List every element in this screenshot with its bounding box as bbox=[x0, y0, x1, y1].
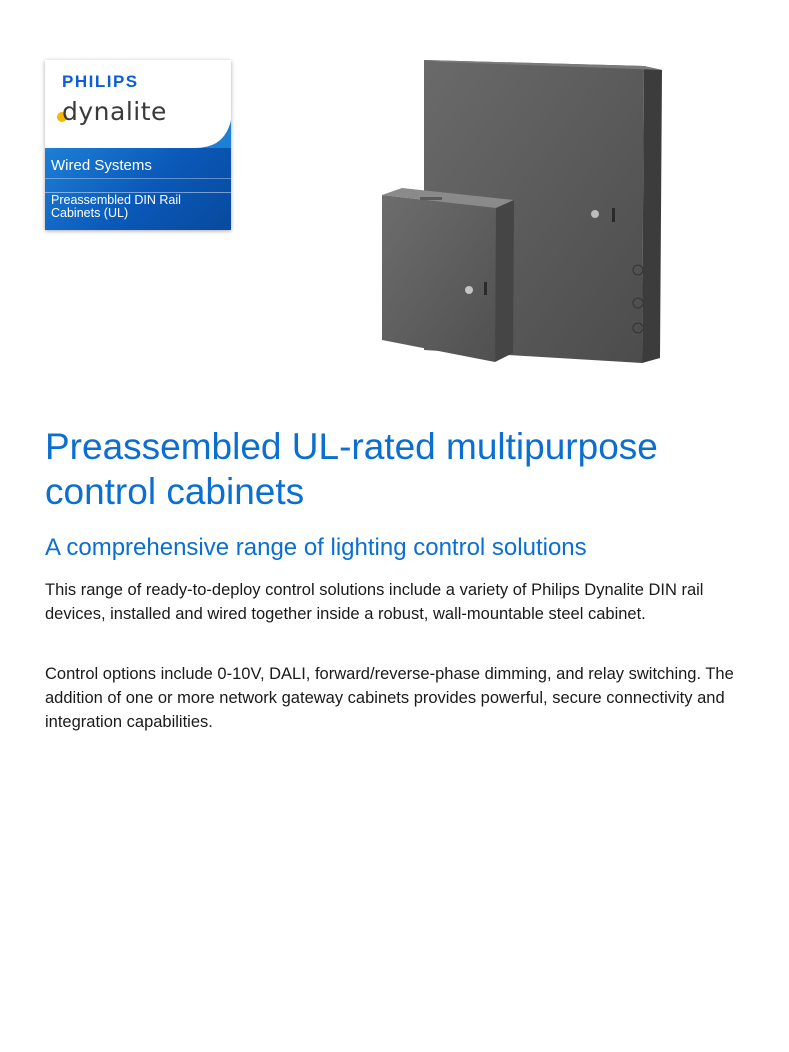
dynalite-logo: dynalite bbox=[62, 97, 167, 126]
brand-badge bbox=[45, 60, 231, 230]
badge-divider bbox=[45, 178, 231, 179]
control-options-paragraph: Control options include 0-10V, DALI, forward/reverse-phase dimming, and relay switching. The addition of one or more network gateway cabinets provides powerful, secure connectivity and integration capabilities. bbox=[45, 665, 734, 731]
badge-category-panel bbox=[45, 148, 231, 230]
badge-subcategory: Preassembled DIN Rail Cabinets (UL) bbox=[51, 193, 181, 220]
cabinet-product-image bbox=[380, 58, 665, 373]
philips-logo: PHILIPS bbox=[62, 72, 139, 91]
page-title: Preassembled UL-rated multipurpose control cabinets bbox=[45, 426, 658, 512]
badge-category: Wired Systems bbox=[51, 157, 152, 174]
intro-paragraph: This range of ready-to-deploy control solutions include a variety of Philips Dynalite DIN rail devices, installed and wired together inside a robust, wall-mountable steel cabinet. bbox=[45, 581, 704, 623]
page-subtitle: A comprehensive range of lighting control solutions bbox=[45, 534, 587, 561]
